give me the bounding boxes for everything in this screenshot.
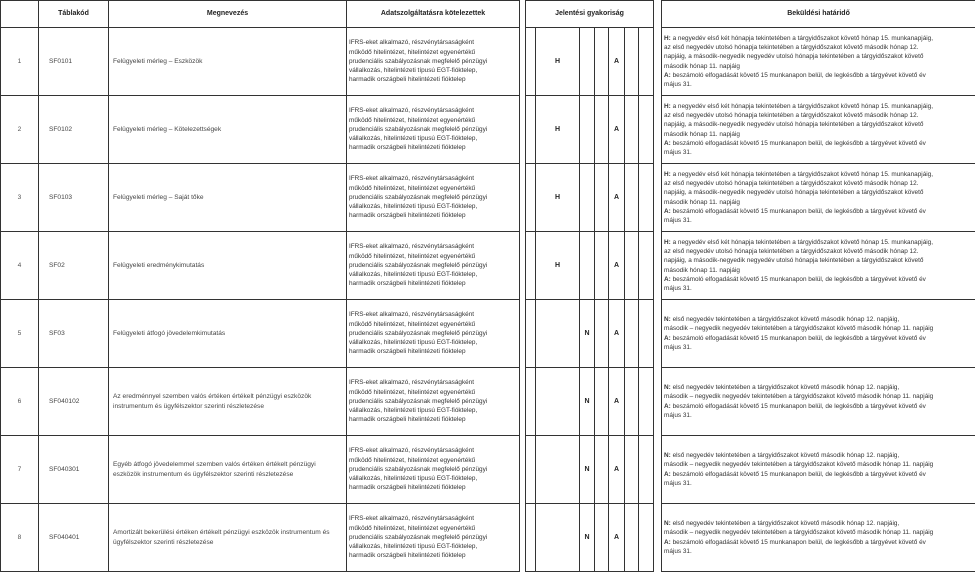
frequency-annual: A xyxy=(609,436,625,504)
deadline-text: napjáig, a második-negyedik negyedév utolsó hónapja tekintetében a tárgyidőszakot követő xyxy=(664,257,924,265)
frequency-cell xyxy=(625,164,639,232)
deadline-line xyxy=(664,238,973,247)
deadline-line xyxy=(664,315,973,324)
frequency-cell xyxy=(639,96,654,164)
frequency-cell xyxy=(639,232,654,300)
deadline-frequency-key: A: xyxy=(664,139,671,147)
deadline-text: május 31. xyxy=(664,411,692,419)
deadline-line xyxy=(664,71,973,80)
header-code: Táblakód xyxy=(39,1,109,28)
deadline-cell xyxy=(662,504,975,572)
frequency-cell xyxy=(595,164,609,232)
deadline-text: első negyedév tekintetében a tárgyidőszakot követő második hónap 12. napjáig, xyxy=(670,452,900,460)
deadline-text: május 31. xyxy=(664,148,692,156)
deadline-line xyxy=(664,324,973,333)
row-number: 5 xyxy=(1,300,39,368)
deadline-text: május 31. xyxy=(664,80,692,88)
frequency-cell xyxy=(639,300,654,368)
frequency-cell xyxy=(639,368,654,436)
frequency-quarterly xyxy=(580,232,595,300)
deadline-line xyxy=(664,470,973,479)
obligation-line: vállalkozás, hitelintézeti típusú EGT-fióktelep, xyxy=(349,203,478,211)
frequency-cell xyxy=(639,436,654,504)
table-row xyxy=(1,300,975,368)
obligation-line: vállalkozás, hitelintézeti típusú EGT-fióktelep, xyxy=(349,339,478,347)
frequency-quarterly: N xyxy=(580,436,595,504)
deadline-text: május 31. xyxy=(664,547,692,555)
header-name: Megnevezés xyxy=(109,1,347,28)
obligation-line: IFRS-eket alkalmazó, részvénytársaságként xyxy=(349,107,475,115)
deadline-frequency-key: A: xyxy=(664,470,671,478)
deadline-line xyxy=(664,247,973,256)
frequency-annual: A xyxy=(609,164,625,232)
deadline-line xyxy=(664,130,973,139)
gap-cell xyxy=(654,504,662,572)
obligation-line: prudenciális szabályozásnak megfelelő pénzügyi xyxy=(349,329,488,337)
obligation-line: harmadik országbeli hitelintézeti fióktelep xyxy=(349,280,466,288)
frequency-cell xyxy=(526,96,536,164)
frequency-cell xyxy=(625,96,639,164)
deadline-line xyxy=(664,343,973,352)
deadline-text: az első negyedév utolsó hónapja tekintetében a tárgyidőszakot követő második hónap 12. xyxy=(664,180,919,188)
deadline-line xyxy=(664,62,973,71)
obligation-line: harmadik országbeli hitelintézeti fióktelep xyxy=(349,212,466,220)
obligation-line: működő hitelintézet, hitelintézet egyenértékű xyxy=(349,252,476,260)
deadline-text: napjáig, a második-negyedik negyedév utolsó hónapja tekintetében a tárgyidőszakot követő xyxy=(664,53,924,61)
frequency-monthly xyxy=(536,368,580,436)
deadline-text: a negyedév első két hónapja tekintetében a tárgyidőszakot követő hónap 15. munkanapjáig, xyxy=(670,34,933,42)
obligation-line: működő hitelintézet, hitelintézet egyenértékű xyxy=(349,184,476,192)
deadline-line xyxy=(664,479,973,488)
deadline-line xyxy=(664,519,973,528)
obligation-cell xyxy=(347,300,520,368)
frequency-cell xyxy=(526,164,536,232)
deadline-text: második hónap 11. napjáig xyxy=(664,62,740,70)
obligation-line: működő hitelintézet, hitelintézet egyenértékű xyxy=(349,388,476,396)
deadline-frequency-key: H: xyxy=(664,170,671,178)
gap-cell xyxy=(654,368,662,436)
obligation-line: IFRS-eket alkalmazó, részvénytársaságként xyxy=(349,515,475,523)
obligation-line: működő hitelintézet, hitelintézet egyenértékű xyxy=(349,116,476,124)
frequency-cell xyxy=(526,436,536,504)
table-row xyxy=(1,504,975,572)
deadline-frequency-key: A: xyxy=(664,334,671,342)
obligation-line: vállalkozás, hitelintézeti típusú EGT-fióktelep, xyxy=(349,135,478,143)
table-name: Amortizált bekerülési értéken értékelt pénzügyi eszközök instrumentum és ügyfélszektor szerinti részletezése xyxy=(109,504,347,572)
table-name: Felügyeleti mérleg – Kötelezettségek xyxy=(109,96,347,164)
deadline-frequency-key: H: xyxy=(664,238,671,246)
obligation-cell xyxy=(347,28,520,96)
table-name: Felügyeleti átfogó jövedelemkimutatás xyxy=(109,300,347,368)
deadline-text: beszámoló elfogadását követő 15 munkanapon belül, de legkésőbb a tárgyévet követő év xyxy=(670,139,926,147)
frequency-monthly xyxy=(536,300,580,368)
frequency-cell xyxy=(595,368,609,436)
frequency-quarterly xyxy=(580,96,595,164)
deadline-line xyxy=(664,188,973,197)
obligation-line: működő hitelintézet, hitelintézet egyenértékű xyxy=(349,524,476,532)
frequency-annual: A xyxy=(609,504,625,572)
header-deadline: Beküldési határidő xyxy=(662,1,975,28)
obligation-line: vállalkozás, hitelintézeti típusú EGT-fióktelep, xyxy=(349,475,478,483)
deadline-line xyxy=(664,198,973,207)
frequency-cell xyxy=(625,300,639,368)
obligation-line: működő hitelintézet, hitelintézet egyenértékű xyxy=(349,320,476,328)
frequency-cell xyxy=(595,300,609,368)
table-name: Felügyeleti eredménykimutatás xyxy=(109,232,347,300)
table-code: SF0102 xyxy=(39,96,109,164)
deadline-cell xyxy=(662,96,975,164)
deadline-text: az első negyedév utolsó hónapja tekintetében a tárgyidőszakot követő második hónap 12. xyxy=(664,112,919,120)
obligation-line: működő hitelintézet, hitelintézet egyenértékű xyxy=(349,48,476,56)
table-code: SF040102 xyxy=(39,368,109,436)
deadline-text: beszámoló elfogadását követő 15 munkanapon belül, de legkésőbb a tárgyévet követő év xyxy=(670,207,926,215)
deadline-text: második – negyedik negyedév tekintetében a tárgyidőszakot követő második hónap 11. napjáig xyxy=(664,529,934,537)
obligation-line: prudenciális szabályozásnak megfelelő pénzügyi xyxy=(349,533,488,541)
deadline-cell xyxy=(662,368,975,436)
table-name: Felügyeleti mérleg – Eszközök xyxy=(109,28,347,96)
deadline-line xyxy=(664,538,973,547)
table-row xyxy=(1,232,975,300)
deadline-text: második – negyedik negyedév tekintetében a tárgyidőszakot követő második hónap 11. napjáig xyxy=(664,393,934,401)
row-number: 6 xyxy=(1,368,39,436)
frequency-cell xyxy=(639,28,654,96)
deadline-line xyxy=(664,392,973,401)
deadline-cell xyxy=(662,436,975,504)
row-number: 1 xyxy=(1,28,39,96)
gap-cell xyxy=(654,300,662,368)
frequency-cell xyxy=(595,96,609,164)
deadline-line xyxy=(664,148,973,157)
deadline-frequency-key: N: xyxy=(664,384,671,392)
deadline-text: első negyedév tekintetében a tárgyidőszakot követő második hónap 12. napjáig, xyxy=(670,316,900,324)
frequency-cell xyxy=(526,300,536,368)
obligation-line: IFRS-eket alkalmazó, részvénytársaságként xyxy=(349,311,475,319)
header-frequency: Jelentési gyakoriság xyxy=(526,1,654,28)
table-row xyxy=(1,436,975,504)
deadline-cell xyxy=(662,28,975,96)
deadline-text: beszámoló elfogadását követő 15 munkanapon belül, de legkésőbb a tárgyévet követő év xyxy=(670,71,926,79)
frequency-quarterly: N xyxy=(580,368,595,436)
obligation-line: harmadik országbeli hitelintézeti fióktelep xyxy=(349,552,466,560)
deadline-text: második hónap 11. napjáig xyxy=(664,266,740,274)
table-code: SF040401 xyxy=(39,504,109,572)
frequency-monthly: H xyxy=(536,28,580,96)
deadline-text: május 31. xyxy=(664,479,692,487)
obligation-cell xyxy=(347,232,520,300)
frequency-annual: A xyxy=(609,300,625,368)
obligation-line: harmadik országbeli hitelintézeti fióktelep xyxy=(349,416,466,424)
deadline-text: napjáig, a második-negyedik negyedév utolsó hónapja tekintetében a tárgyidőszakot követő xyxy=(664,121,924,129)
frequency-cell xyxy=(595,436,609,504)
obligation-line: IFRS-eket alkalmazó, részvénytársaságként xyxy=(349,379,475,387)
deadline-text: a negyedév első két hónapja tekintetében a tárgyidőszakot követő hónap 15. munkanapjáig, xyxy=(670,238,933,246)
deadline-line xyxy=(664,528,973,537)
gap-cell xyxy=(654,164,662,232)
deadline-line xyxy=(664,334,973,343)
deadline-text: beszámoló elfogadását követő 15 munkanapon belül, de legkésőbb a tárgyévet követő év xyxy=(670,538,926,546)
deadline-text: május 31. xyxy=(664,284,692,292)
frequency-cell xyxy=(526,504,536,572)
frequency-cell xyxy=(625,232,639,300)
frequency-annual: A xyxy=(609,232,625,300)
obligation-line: vállalkozás, hitelintézeti típusú EGT-fióktelep, xyxy=(349,67,478,75)
table-row xyxy=(1,96,975,164)
deadline-cell xyxy=(662,164,975,232)
table-name: Felügyeleti mérleg – Saját tőke xyxy=(109,164,347,232)
frequency-quarterly: N xyxy=(580,300,595,368)
obligation-line: vállalkozás, hitelintézeti típusú EGT-fióktelep, xyxy=(349,407,478,415)
table-row xyxy=(1,28,975,96)
obligation-line: harmadik országbeli hitelintézeti fióktelep xyxy=(349,144,466,152)
deadline-text: beszámoló elfogadását követő 15 munkanapon belül, de legkésőbb a tárgyévet követő év xyxy=(670,275,926,283)
frequency-monthly xyxy=(536,436,580,504)
deadline-line xyxy=(664,102,973,111)
obligation-line: prudenciális szabályozásnak megfelelő pénzügyi xyxy=(349,261,488,269)
deadline-text: a negyedév első két hónapja tekintetében a tárgyidőszakot követő hónap 15. munkanapjáig, xyxy=(670,170,933,178)
header-obligation: Adatszolgáltatásra kötelezettek xyxy=(347,1,520,28)
deadline-line xyxy=(664,284,973,293)
deadline-frequency-key: A: xyxy=(664,538,671,546)
frequency-monthly xyxy=(536,504,580,572)
deadline-line xyxy=(664,266,973,275)
deadline-cell xyxy=(662,300,975,368)
deadline-text: első negyedév tekintetében a tárgyidőszakot követő második hónap 12. napjáig, xyxy=(670,384,900,392)
frequency-cell xyxy=(595,504,609,572)
frequency-annual: A xyxy=(609,368,625,436)
frequency-quarterly xyxy=(580,164,595,232)
deadline-line xyxy=(664,383,973,392)
deadline-line xyxy=(664,275,973,284)
frequency-cell xyxy=(625,28,639,96)
table-body xyxy=(1,28,975,572)
deadline-text: beszámoló elfogadását követő 15 munkanapon belül, de legkésőbb a tárgyévet követő év xyxy=(670,470,926,478)
deadline-frequency-key: N: xyxy=(664,520,671,528)
header-row-number xyxy=(1,1,39,28)
deadline-line xyxy=(664,111,973,120)
deadline-line xyxy=(664,80,973,89)
frequency-monthly: H xyxy=(536,96,580,164)
gap-cell xyxy=(654,96,662,164)
deadline-text: az első negyedév utolsó hónapja tekintetében a tárgyidőszakot követő második hónap 12. xyxy=(664,44,919,52)
deadline-line xyxy=(664,460,973,469)
obligation-line: prudenciális szabályozásnak megfelelő pénzügyi xyxy=(349,193,488,201)
frequency-cell xyxy=(625,436,639,504)
deadline-line xyxy=(664,120,973,129)
deadline-frequency-key: H: xyxy=(664,34,671,42)
deadline-text: napjáig, a második-negyedik negyedév utolsó hónapja tekintetében a tárgyidőszakot követő xyxy=(664,189,924,197)
deadline-frequency-key: N: xyxy=(664,316,671,324)
table-code: SF040301 xyxy=(39,436,109,504)
obligation-cell xyxy=(347,436,520,504)
row-number: 7 xyxy=(1,436,39,504)
table-code: SF0101 xyxy=(39,28,109,96)
deadline-line xyxy=(664,207,973,216)
frequency-cell xyxy=(595,232,609,300)
obligation-line: prudenciális szabályozásnak megfelelő pénzügyi xyxy=(349,397,488,405)
obligation-line: IFRS-eket alkalmazó, részvénytársaságként xyxy=(349,243,475,251)
deadline-cell xyxy=(662,232,975,300)
frequency-cell xyxy=(639,504,654,572)
gap-cell xyxy=(654,436,662,504)
obligation-line: prudenciális szabályozásnak megfelelő pénzügyi xyxy=(349,125,488,133)
frequency-quarterly: N xyxy=(580,504,595,572)
frequency-annual: A xyxy=(609,96,625,164)
frequency-cell xyxy=(526,232,536,300)
obligation-cell xyxy=(347,368,520,436)
obligation-cell xyxy=(347,164,520,232)
deadline-frequency-key: A: xyxy=(664,207,671,215)
obligation-line: harmadik országbeli hitelintézeti fióktelep xyxy=(349,484,466,492)
deadline-line xyxy=(664,547,973,556)
deadline-text: az első negyedév utolsó hónapja tekintetében a tárgyidőszakot követő második hónap 12. xyxy=(664,248,919,256)
row-number: 4 xyxy=(1,232,39,300)
obligation-line: működő hitelintézet, hitelintézet egyenértékű xyxy=(349,456,476,464)
deadline-text: beszámoló elfogadását követő 15 munkanapon belül, de legkésőbb a tárgyévet követő év xyxy=(670,402,926,410)
deadline-line xyxy=(664,170,973,179)
deadline-frequency-key: A: xyxy=(664,402,671,410)
frequency-monthly: H xyxy=(536,164,580,232)
obligation-line: prudenciális szabályozásnak megfelelő pénzügyi xyxy=(349,465,488,473)
table-row xyxy=(1,164,975,232)
deadline-text: második hónap 11. napjáig xyxy=(664,130,740,138)
deadline-line xyxy=(664,451,973,460)
frequency-cell xyxy=(639,164,654,232)
frequency-cell xyxy=(625,504,639,572)
obligation-line: IFRS-eket alkalmazó, részvénytársaságként xyxy=(349,447,475,455)
frequency-cell xyxy=(526,28,536,96)
table-code: SF03 xyxy=(39,300,109,368)
table-row xyxy=(1,368,975,436)
gap-cell xyxy=(654,28,662,96)
table-name: Egyéb átfogó jövedelemmel szemben valós értéken értékelt pénzügyi eszközök instrumentum és ügyfélszektor szerinti részletezése xyxy=(109,436,347,504)
deadline-line xyxy=(664,216,973,225)
deadline-text: második hónap 11. napjáig xyxy=(664,198,740,206)
row-number: 2 xyxy=(1,96,39,164)
deadline-frequency-key: A: xyxy=(664,71,671,79)
deadline-text: második – negyedik negyedév tekintetében a tárgyidőszakot követő második hónap 11. napjáig xyxy=(664,325,934,333)
frequency-monthly: H xyxy=(536,232,580,300)
frequency-cell xyxy=(625,368,639,436)
deadline-text: első negyedév tekintetében a tárgyidőszakot követő második hónap 12. napjáig, xyxy=(670,520,900,528)
deadline-line xyxy=(664,52,973,61)
deadline-line xyxy=(664,179,973,188)
header-gap xyxy=(654,1,662,28)
deadline-text: a negyedév első két hónapja tekintetében a tárgyidőszakot követő hónap 15. munkanapjáig, xyxy=(670,102,933,110)
row-number: 8 xyxy=(1,504,39,572)
obligation-cell xyxy=(347,96,520,164)
deadline-text: beszámoló elfogadását követő 15 munkanapon belül, de legkésőbb a tárgyévet követő év xyxy=(670,334,926,342)
deadline-text: május 31. xyxy=(664,343,692,351)
row-number: 3 xyxy=(1,164,39,232)
deadline-line xyxy=(664,43,973,52)
deadline-text: második – negyedik negyedév tekintetében a tárgyidőszakot követő második hónap 11. napjáig xyxy=(664,461,934,469)
obligation-line: harmadik országbeli hitelintézeti fióktelep xyxy=(349,76,466,84)
deadline-frequency-key: H: xyxy=(664,102,671,110)
deadline-frequency-key: N: xyxy=(664,452,671,460)
obligation-line: vállalkozás, hitelintézeti típusú EGT-fióktelep, xyxy=(349,271,478,279)
table-name: Az eredménnyel szemben valós értéken értékelt pénzügyi eszközök instrumentum és ügyfélszektor szerinti részletezése xyxy=(109,368,347,436)
frequency-annual: A xyxy=(609,28,625,96)
obligation-line: vállalkozás, hitelintézeti típusú EGT-fióktelep, xyxy=(349,543,478,551)
obligation-line: prudenciális szabályozásnak megfelelő pénzügyi xyxy=(349,57,488,65)
frequency-cell xyxy=(526,368,536,436)
obligation-cell xyxy=(347,504,520,572)
table-code: SF0103 xyxy=(39,164,109,232)
obligation-line: IFRS-eket alkalmazó, részvénytársaságként xyxy=(349,39,475,47)
obligation-line: IFRS-eket alkalmazó, részvénytársaságként xyxy=(349,175,475,183)
obligation-line: harmadik országbeli hitelintézeti fióktelep xyxy=(349,348,466,356)
table-code: SF02 xyxy=(39,232,109,300)
deadline-frequency-key: A: xyxy=(664,275,671,283)
deadline-line xyxy=(664,34,973,43)
deadline-line xyxy=(664,402,973,411)
frequency-cell xyxy=(595,28,609,96)
deadline-line xyxy=(664,411,973,420)
gap-cell xyxy=(654,232,662,300)
deadline-line xyxy=(664,139,973,148)
deadline-line xyxy=(664,256,973,265)
frequency-quarterly xyxy=(580,28,595,96)
deadline-text: május 31. xyxy=(664,216,692,224)
